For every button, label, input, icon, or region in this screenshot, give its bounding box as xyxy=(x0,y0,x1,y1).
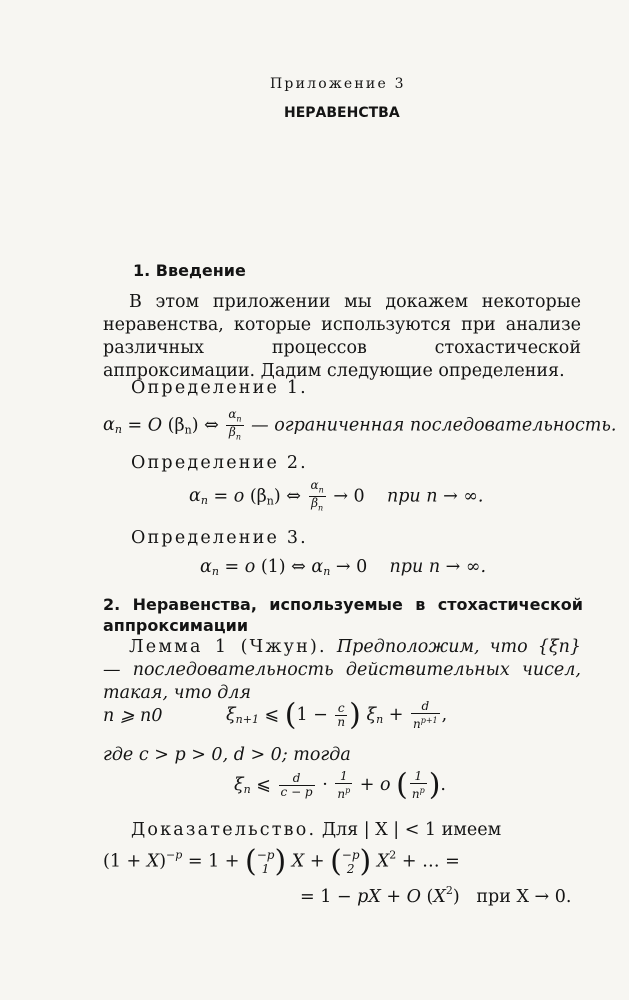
series-expansion-line-1: $(1 + X)^{-p} = 1 + (-p$ 1 ) X + (−p 2 ) $X^2$ + … = xyxy=(103,844,460,879)
series-condition: при X → 0. xyxy=(476,887,572,907)
definition-3-condition: при n → ∞. xyxy=(389,557,487,577)
lemma-condition: n ⩾ n0 xyxy=(103,706,163,726)
definition-3-formula: $\alpha_n = o$ (1) ⇔ $\alpha_n \to 0$ при n → ∞. xyxy=(200,557,487,578)
definition-1-formula: $\alpha_n = O$ $(\beta_n)$ ⇔ $\frac{\alpha_n}{\beta_n}$ — ограниченная последовательность. xyxy=(103,407,617,442)
appendix-title: НЕРАВЕНСТВА xyxy=(284,105,400,121)
definition-3-label: Определение 3. xyxy=(131,528,308,548)
definition-1-label: Определение 1. xyxy=(131,378,308,398)
definition-2-label: Определение 2. xyxy=(131,453,308,473)
intro-paragraph: В этом приложении мы докажем некоторые неравенства, которые используются при анализе различных процессов стохастической аппроксимации. Дадим следующие определения. xyxy=(103,292,581,381)
lemma-label: Лемма 1 (Чжун). xyxy=(129,637,327,657)
proof-line xyxy=(131,820,501,840)
definition-2-condition: при n → ∞. xyxy=(386,486,484,507)
proof-text: Для | X | < 1 имеем xyxy=(321,820,502,840)
definition-1-description: — ограниченная последовательность. xyxy=(251,415,617,436)
where-clause: где c > p > 0, d > 0; тогда xyxy=(103,745,351,765)
series-expansion-line-2: = 1 − pX + O $(X^2)$ при X → 0. xyxy=(300,884,572,907)
lemma-text: Предположим, что {ξn} — последовательность действительных чисел, такая, что для xyxy=(103,637,581,703)
lemma-conclusion: $\xi_n$ ⩽ $\frac{d}{c - p}$ · $\frac{1}{n^p}$ + o ( $\frac{1}{n^p}$ ). xyxy=(234,767,446,803)
proof-label: Доказательство. xyxy=(131,820,317,840)
appendix-label: Приложение 3 xyxy=(270,76,406,92)
lemma-inequality: $\xi_{n+1}$ ⩽ (1 − $\frac{c}{n}$ ) $\xi_n$ + $\frac{d}{n^{p+1}}$ , xyxy=(226,697,448,733)
section-2-heading: 2. Неравенства, используемые в стохастической аппроксимации xyxy=(103,595,583,635)
section-1-heading: 1. Введение xyxy=(133,261,246,280)
definition-2-formula: $\alpha_n = o$ $(\beta_n)$ ⇔ $\frac{\alpha_n}{\beta_n}$ → 0 при n → ∞. xyxy=(189,478,484,513)
